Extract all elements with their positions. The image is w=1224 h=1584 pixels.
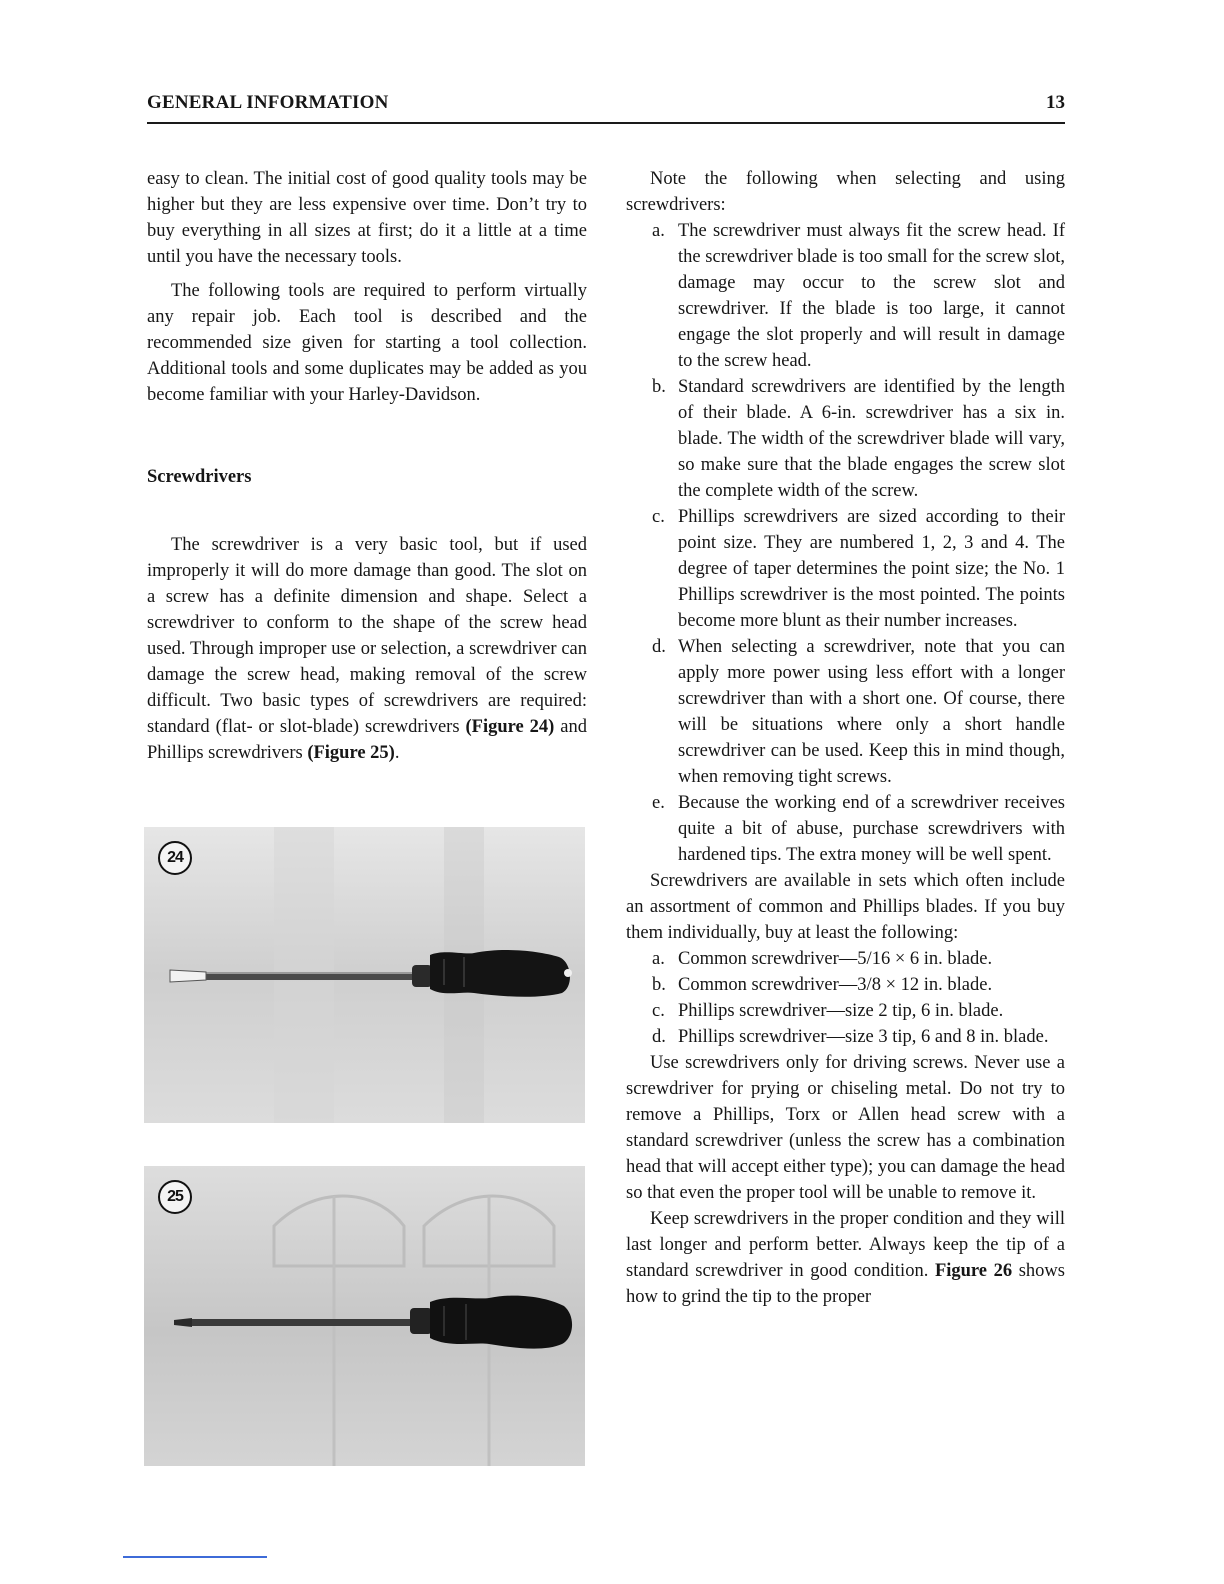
list-label: b. (652, 377, 666, 397)
list-item (626, 218, 1065, 374)
paragraph: Screwdrivers are available in sets which often include an assortment of common and Phillips blades. If you buy them individually, buy at least the following: (626, 871, 1065, 943)
flat-blade-screwdriver-icon (144, 827, 585, 1123)
paragraph: The following tools are required to perform virtually any repair job. Each tool is described and the recommended size given for starting a tool collection. Additional tools and some duplicates may be added as you become familiar with your Harley-Davidson. (147, 281, 587, 405)
figure-25 (144, 1166, 585, 1466)
list-label: d. (652, 637, 666, 657)
list-text: Phillips screwdrivers are sized according to their point size. They are numbered 1, 2, 3 and 4. The degree of taper determines the point size; the No. 1 Phillips screwdriver is the most pointed. The points become more blunt as their number increases. (678, 507, 1065, 631)
paragraph-text: Keep screwdrivers in the proper condition and they will last longer and perform better. Always keep the tip of a standard screwdriver in good condition. (626, 1209, 1065, 1281)
paragraph: Use screwdrivers only for driving screws. Never use a screwdriver for prying or chiseling metal. Do not try to remove a Phillips, Torx or Allen head screw with a standard screwdriver (unless the screw has a combination head that will accept either type); you can damage the head so that even the proper tool will be unable to remove it. (626, 1053, 1065, 1203)
list-item (626, 946, 1065, 972)
list-text: Phillips screwdriver—size 2 tip, 6 in. blade. (678, 1001, 1004, 1021)
list-text: Standard screwdrivers are identified by the length of their blade. A 6-in. screwdriver has a six in. blade. The width of the screwdriver blade will vary, so make sure that the blade engages the screw slot the complete width of the screw. (678, 377, 1065, 501)
figure-number-badge: 25 (158, 1180, 192, 1214)
phillips-screwdriver-icon (144, 1166, 585, 1466)
list-item (626, 634, 1065, 790)
list-item (626, 972, 1065, 998)
left-column (147, 166, 587, 766)
list-text: Phillips screwdriver—size 3 tip, 6 and 8 in. blade. (678, 1027, 1049, 1047)
list-label: e. (652, 793, 665, 813)
page-header (147, 92, 1065, 124)
paragraph-text: and Phillips screwdrivers (147, 717, 588, 763)
footer-rule (123, 1556, 267, 1558)
buy-list (626, 946, 1065, 1050)
section-heading: Screwdrivers (147, 467, 252, 487)
paragraph (626, 1206, 1065, 1310)
paragraph: easy to clean. The initial cost of good quality tools may be higher but they are less expensive over time. Don’t try to buy everything in all sizes at first; do it a little at a time until you have the necessary tools. (147, 169, 587, 267)
figure-ref-24: (Figure 24) (465, 717, 555, 737)
list-text: The screwdriver must always fit the screw head. If the screwdriver blade is too small for the screw slot, damage may occur to the screw slot and screwdriver. If the blade is too large, it cannot engage the slot properly and will result in damage to the screw head. (678, 221, 1065, 371)
list-label: c. (652, 1001, 665, 1021)
list-label: d. (652, 1027, 666, 1047)
paragraph-text: The screwdriver is a very basic tool, but if used improperly it will do more damage than good. The slot on a screw has a definite dimension and shape. Select a screwdriver to conform to the shape of the screw head used. Through improper use or selection, a screwdriver can damage the screw head, making removal of the screw difficult. Two basic types of screwdrivers are required: standard (flat- or slot-blade) screwdrivers (147, 535, 587, 737)
page-number: 13 (1046, 92, 1065, 113)
list-text: Common screwdriver—5/16 × 6 in. blade. (678, 949, 993, 969)
list-text: Because the working end of a screwdriver receives quite a bit of abuse, purchase screwdrivers with hardened tips. The extra money will be well spent. (678, 793, 1065, 865)
list-label: a. (652, 221, 665, 241)
paragraph-text: shows how to grind the tip to the proper (626, 1261, 1065, 1307)
list-text: Common screwdriver—3/8 × 12 in. blade. (678, 975, 993, 995)
list-item (626, 374, 1065, 504)
paragraph-text: . (394, 743, 400, 763)
list-item (626, 1024, 1065, 1050)
figure-24 (144, 827, 585, 1123)
running-title: GENERAL INFORMATION (147, 92, 389, 113)
figure-number-badge: 24 (158, 841, 192, 875)
right-column (626, 166, 1065, 1310)
paragraph: Note the following when selecting and using screwdrivers: (626, 169, 1065, 215)
list-item (626, 998, 1065, 1024)
list-item (626, 790, 1065, 868)
selection-notes-list (626, 218, 1065, 868)
figure-ref-26: Figure 26 (934, 1261, 1013, 1281)
list-label: c. (652, 507, 665, 527)
list-label: a. (652, 949, 665, 969)
list-text: When selecting a screwdriver, note that you can apply more power using less effort with a longer screwdriver than with a short one. Of course, there will be situations where only a short handle screwdriver can be used. Keep this in mind though, when removing tight screws. (678, 637, 1065, 787)
figure-ref-25: (Figure 25) (307, 743, 395, 763)
paragraph (147, 532, 587, 766)
list-item (626, 504, 1065, 634)
list-label: b. (652, 975, 666, 995)
